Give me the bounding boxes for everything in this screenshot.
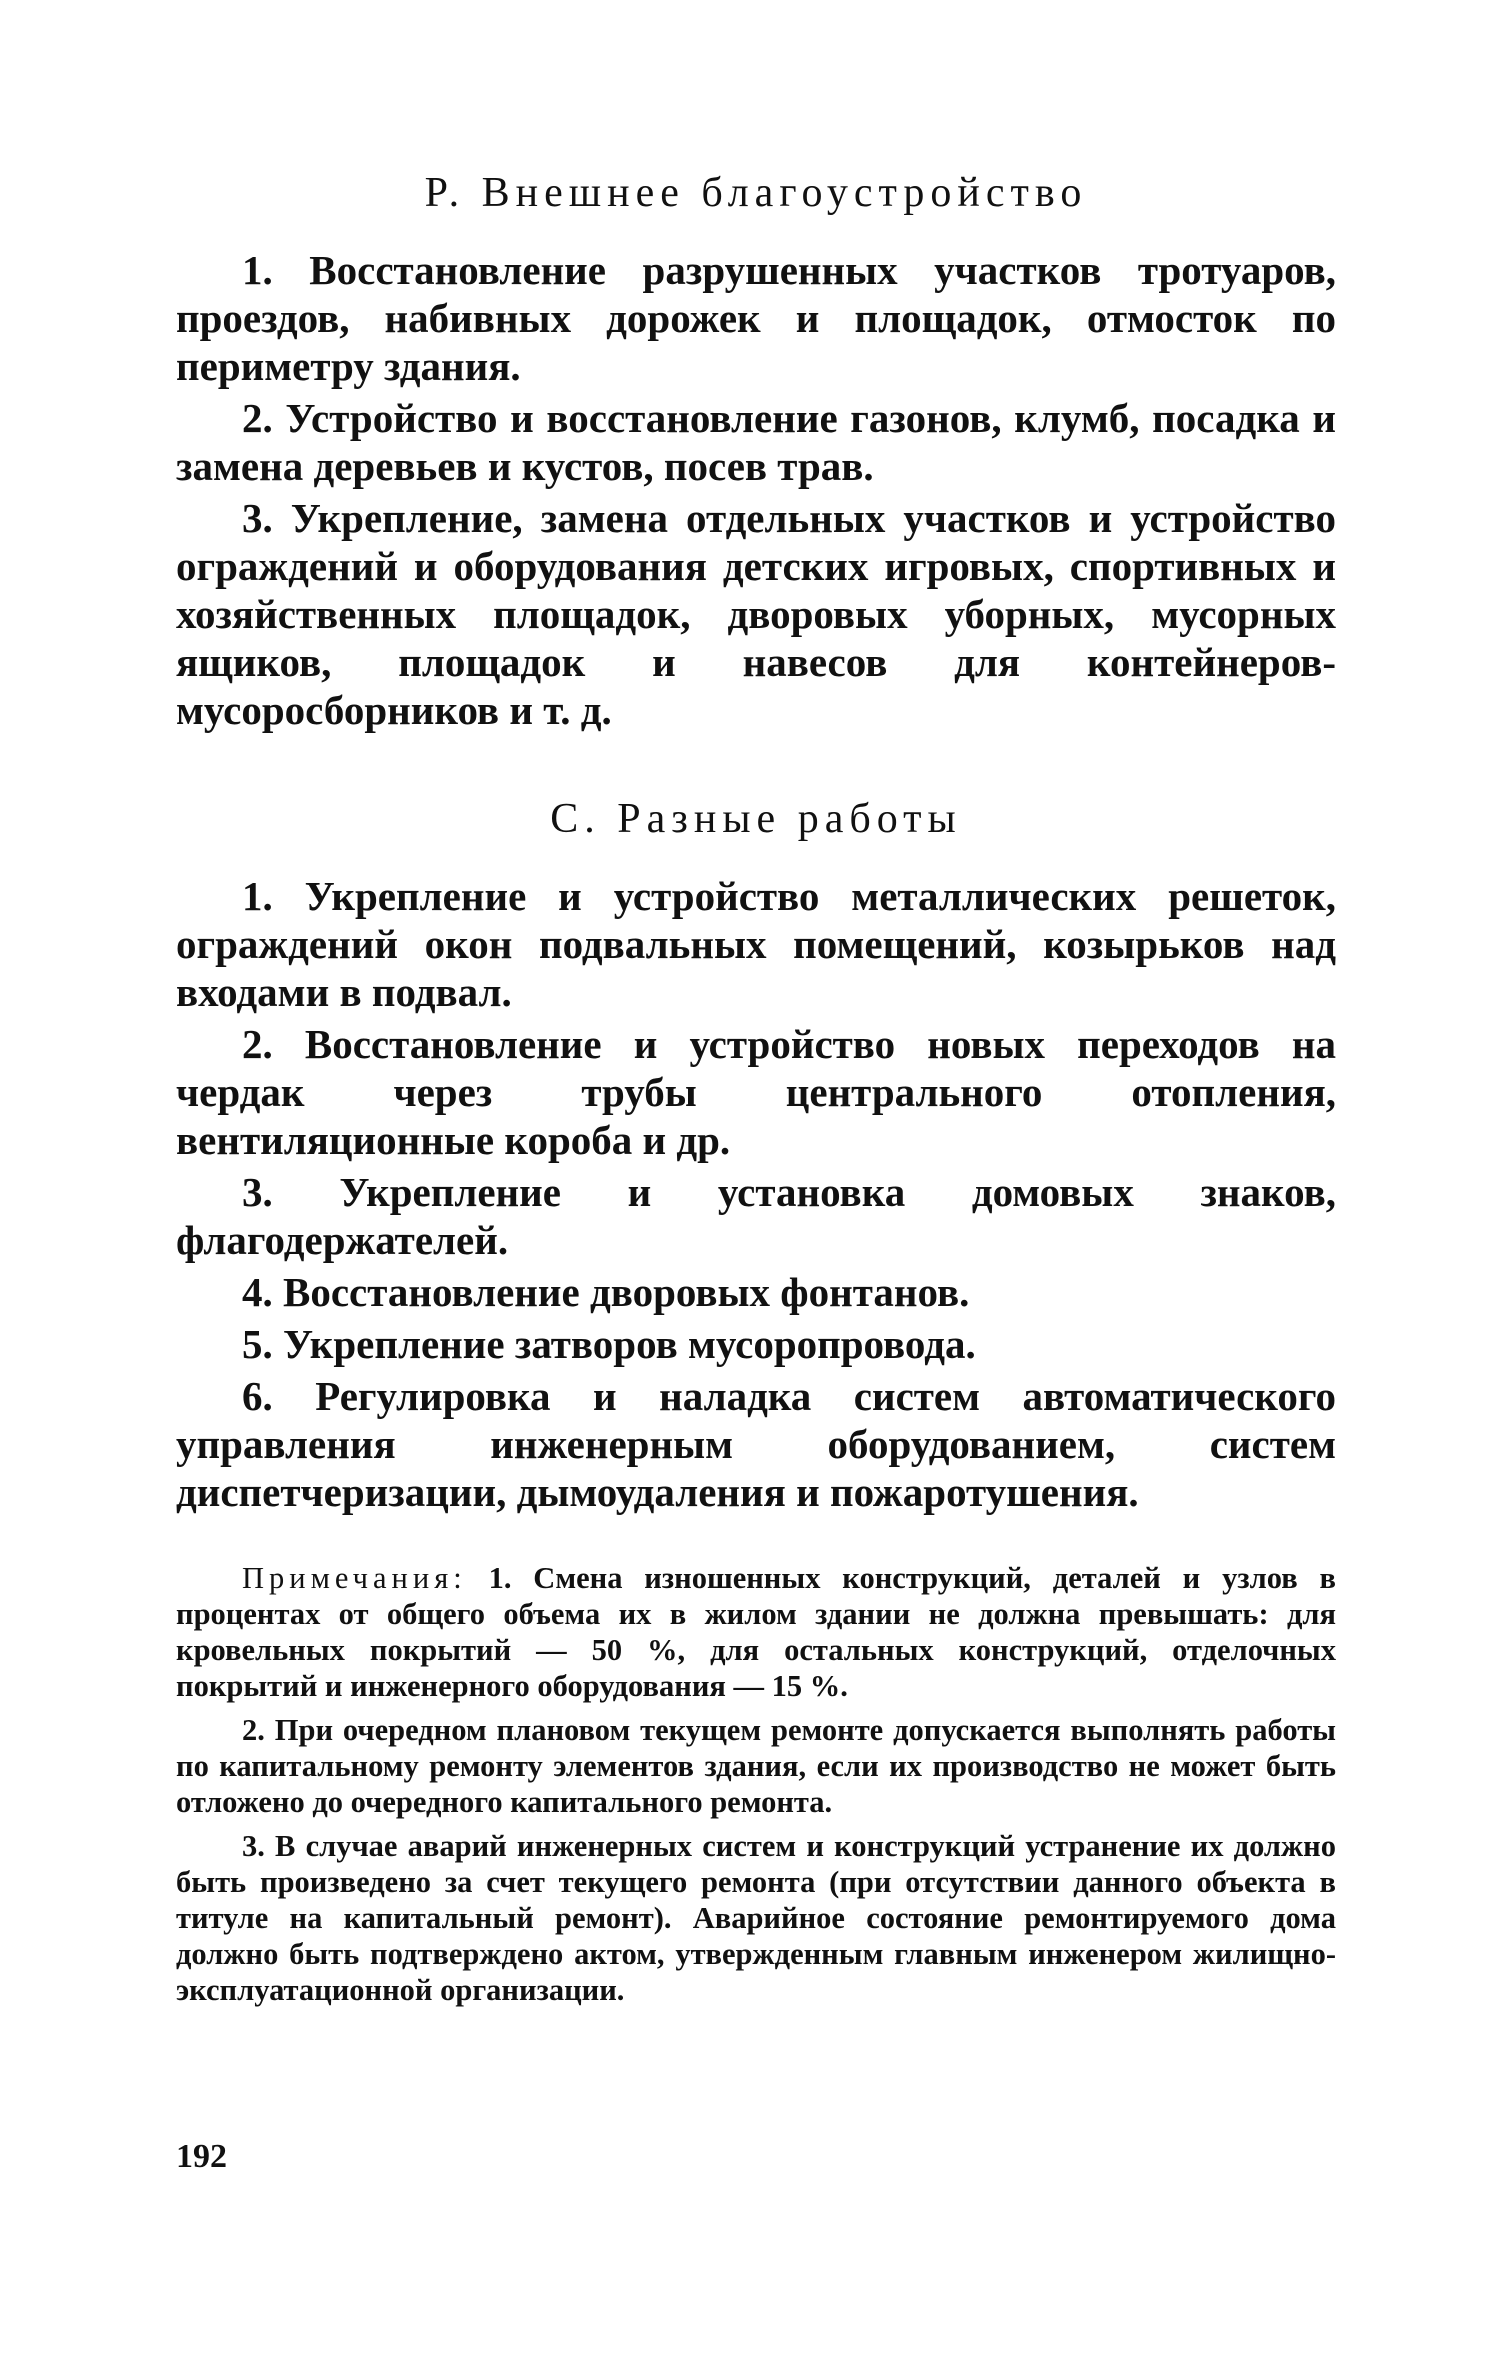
section-p-item-1: 1. Восстановление разрушенных участков тротуаров, проездов, набивных дорожек и площадок, отмосток по периметру здания. — [176, 247, 1336, 390]
section-c-item-2: 2. Восстановление и устройство новых переходов на чердак через трубы центрального отопления, вентиляционные короба и др. — [176, 1021, 1336, 1164]
page-number: 192 — [176, 2138, 227, 2175]
section-p-item-3: 3. Укрепление, замена отдельных участков и устройство ограждений и оборудования детских игровых, спортивных и хозяйственных площадок, дворовых уборных, мусорных ящиков, площадок и навесов для контейнеров-мусоросборников и т. д. — [176, 495, 1336, 734]
section-c-item-6: 6. Регулировка и наладка систем автоматического управления инженерным оборудованием, систем диспетчеризации, дымоудаления и пожаротушения. — [176, 1373, 1336, 1516]
section-p-title: Р. Внешнее благоустройство — [424, 170, 1088, 216]
note-1 — [176, 1560, 1336, 1704]
note-2: 2. При очередном плановом текущем ремонте допускается выполнять работы по капитальному ремонту элементов здания, если их производство не может быть отложено до очередного капитального ремонта. — [176, 1713, 1336, 1820]
section-c-item-4: 4. Восстановление дворовых фонтанов. — [242, 1269, 970, 1316]
document-page — [176, 170, 1336, 2016]
section-c-item-1: 1. Укрепление и устройство металлических решеток, ограждений окон подвальных помещений, козырьков над входами в подвал. — [176, 873, 1336, 1016]
note-1-text: 1. Смена изношенных конструкций, деталей и узлов в процентах от общего объема их в жилом здании не должна превышать: для кровельных покрытий — 50 %, для остальных конструкций, отделочных покрытий и инженерного оборудования — 15 %. — [176, 1561, 1336, 1704]
notes-block — [176, 1560, 1336, 2008]
section-c-title: С. Разные работы — [550, 796, 962, 843]
section-p-item-2: 2. Устройство и восстановление газонов, клумб, посадка и замена деревьев и кустов, посев трав. — [176, 395, 1336, 490]
section-c-item-3: 3. Укрепление и установка домовых знаков, флагодержателей. — [176, 1169, 1336, 1264]
note-3: 3. В случае аварий инженерных систем и конструкций устранение их должно быть произведено за счет текущего ремонта (при отсутствии данного объекта в титуле на капитальный ремонт). Аварийное состояние ремонтируемого дома должно быть подтверждено актом, утвержденным главным инженером жилищно-эксплуатационной организации. — [176, 1829, 1336, 2008]
section-c-item-5: 5. Укрепление затворов мусоропровода. — [242, 1321, 976, 1368]
notes-label: Примечания: — [242, 1561, 467, 1596]
